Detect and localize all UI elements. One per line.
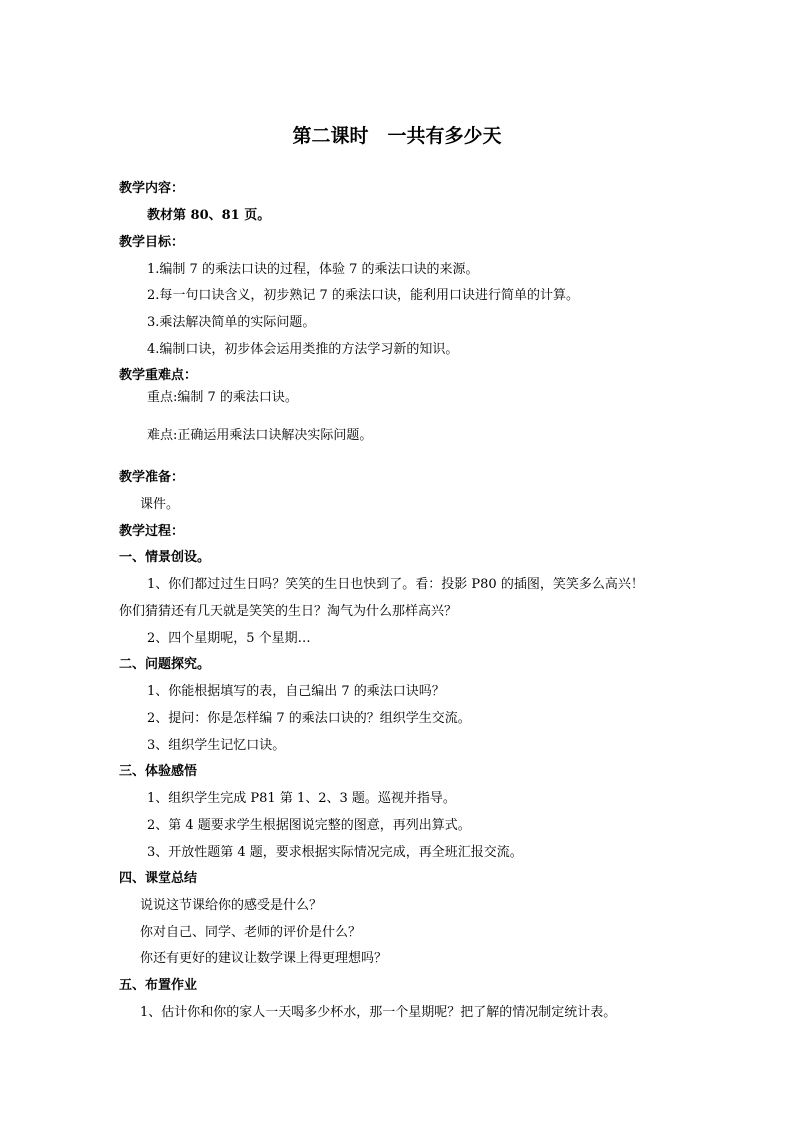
- section-heading: 五、布置作业: [119, 978, 198, 993]
- section-item-continued: 你们猜猜还有几天就是笑笑的生日？淘气为什么那样高兴？: [119, 604, 458, 619]
- preparation-label: 教学准备：: [119, 470, 185, 485]
- goal-item: 2.每一句口诀含义，初步熟记 7 的乘法口诀，能利用口诀进行简单的计算。: [147, 288, 579, 303]
- section-item: 3、组织学生记忆口诀。: [147, 738, 286, 753]
- section-item: 2、提问：你是怎样编 7 的乘法口诀的？组织学生交流。: [147, 711, 471, 726]
- goals-label: 教学目标：: [119, 235, 185, 250]
- key-point-difficulty: 难点:正确运用乘法口诀解决实际问题。: [147, 428, 373, 443]
- section-heading: 二、问题探究。: [119, 657, 211, 672]
- section-item: 你还有更好的建议让数学课上得更理想吗？: [140, 951, 388, 966]
- content-label: 教学内容：: [119, 181, 185, 196]
- goal-item: 1.编制 7 的乘法口诀的过程，体验 7 的乘法口诀的来源。: [147, 262, 479, 277]
- section-item: 1、组织学生完成 P81 第 1、2、3 题。巡视并指导。: [147, 791, 456, 806]
- key-points-label: 教学重难点：: [119, 368, 198, 383]
- key-point-focus: 重点:编制 7 的乘法口诀。: [147, 390, 298, 405]
- section-item: 3、开放性题第 4 题，要求根据实际情况完成，再全班汇报交流。: [147, 845, 523, 860]
- section-heading: 一、情景创设。: [119, 550, 211, 565]
- preparation-text: 课件。: [140, 497, 180, 512]
- process-label: 教学过程：: [119, 524, 185, 539]
- section-heading: 四、课堂总结: [119, 871, 198, 886]
- section-item: 2、四个星期呢，5 个星期…: [147, 631, 311, 646]
- section-item: 你对自己、同学、老师的评价是什么？: [140, 925, 362, 940]
- content-text: 教材第 80、81 页。: [147, 208, 271, 223]
- goal-item: 4.编制口诀，初步体会运用类推的方法学习新的知识。: [147, 342, 459, 357]
- page-title: 第二课时 一共有多少天: [292, 125, 502, 147]
- section-item: 1、你们都过过生日吗？笑笑的生日也快到了。看：投影 P80 的插图，笑笑多么高兴！: [147, 577, 644, 592]
- goal-item: 3.乘法解决简单的实际问题。: [147, 315, 316, 330]
- section-item: 说说这节课给你的感受是什么？: [140, 898, 323, 913]
- section-item: 1、你能根据填写的表，自己编出 7 的乘法口诀吗？: [147, 684, 445, 699]
- section-item: 1、估计你和你的家人一天喝多少杯水，那一个星期呢？把了解的情况制定统计表。: [140, 1005, 617, 1020]
- section-item: 2、第 4 题要求学生根据图说完整的图意，再列出算式。: [147, 818, 471, 833]
- section-heading: 三、体验感悟: [119, 764, 198, 779]
